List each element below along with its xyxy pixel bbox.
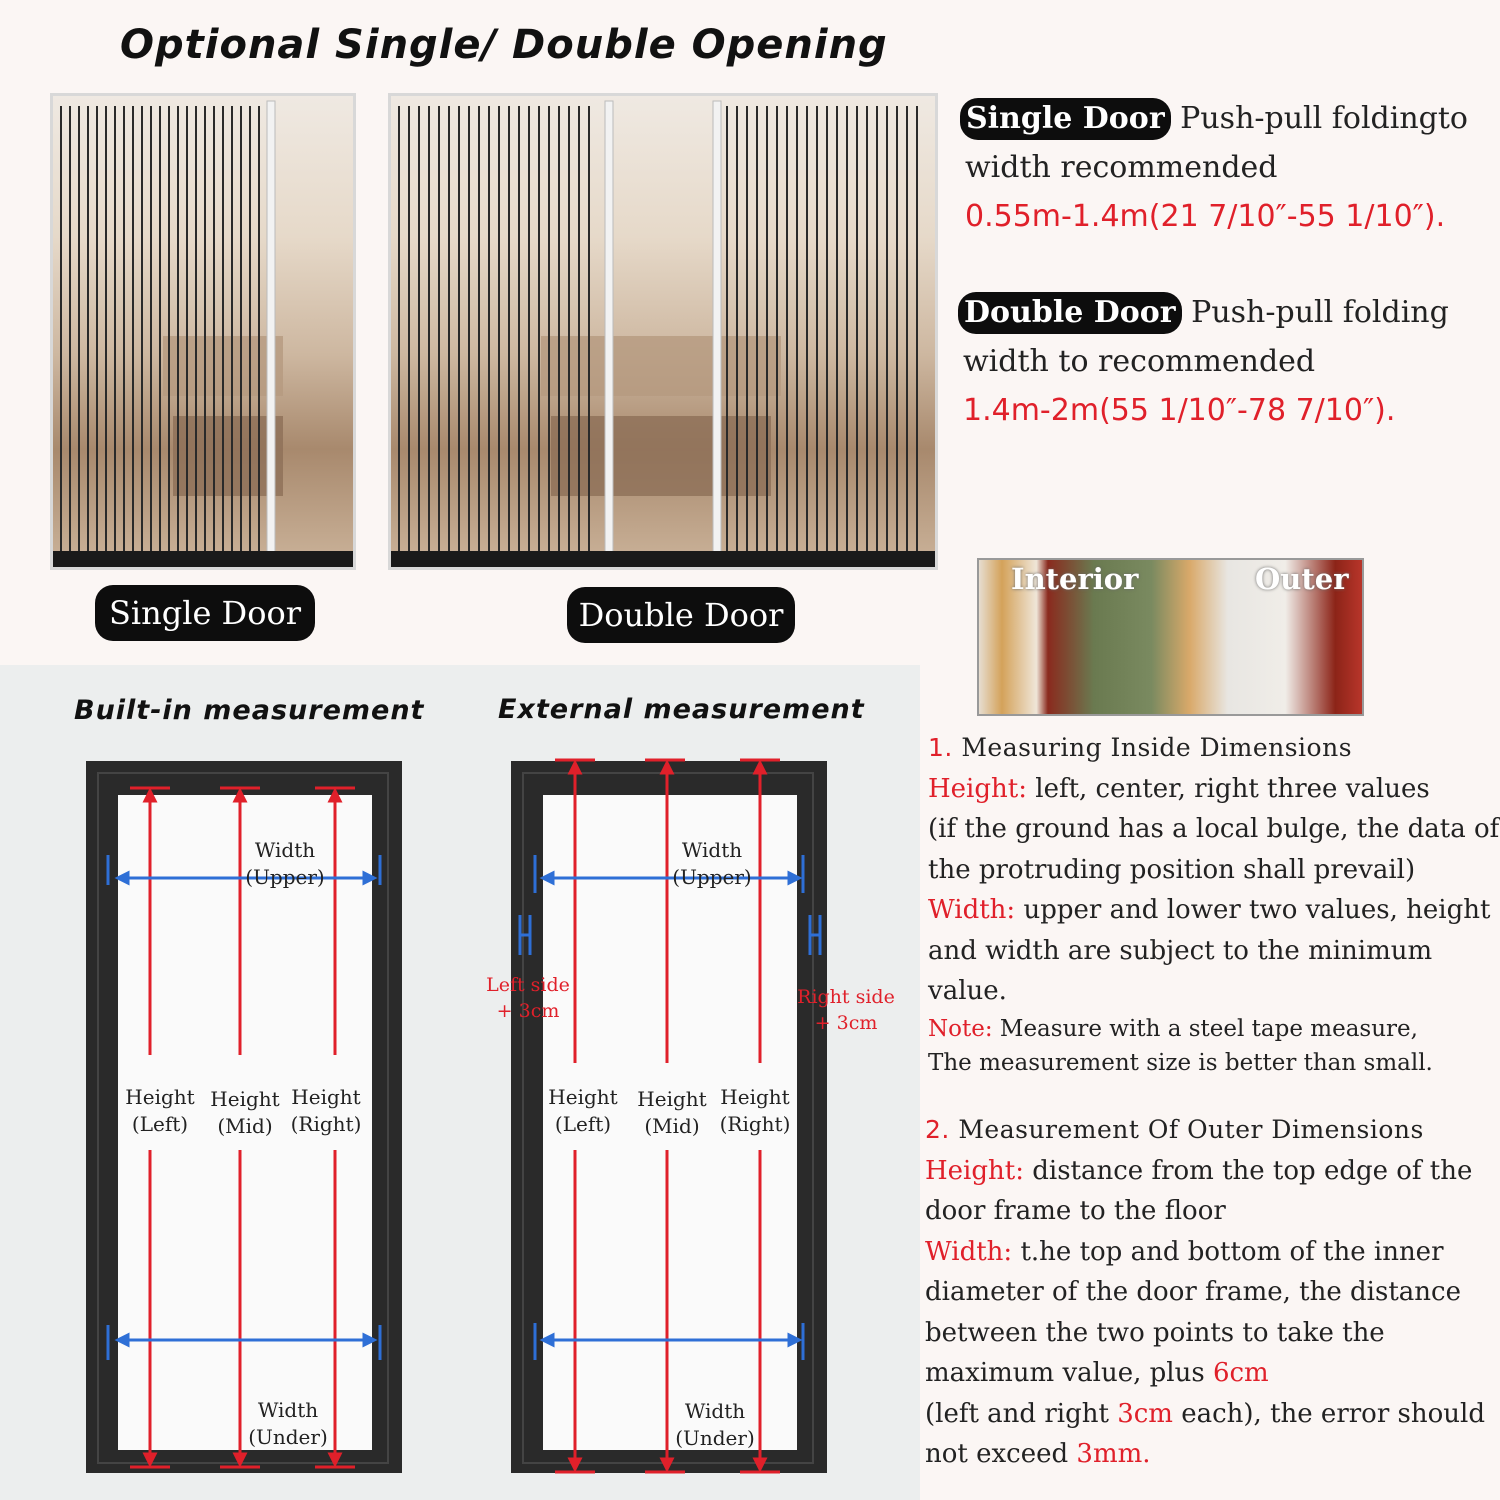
outer-dimensions-instructions — [925, 1110, 1497, 1475]
outer-label: Outer — [1255, 562, 1349, 596]
s2-width-text5b: 3cm — [1117, 1398, 1173, 1429]
builtin-height-left: Height (Left) — [125, 1085, 195, 1136]
s2-height-text1: distance from the top edge of the — [1032, 1155, 1473, 1186]
external-width-under: Width (Under) — [675, 1399, 755, 1450]
builtin-measurement-title: Built-in measurement — [74, 695, 425, 726]
section2-heading: Measurement Of Outer Dimensions — [958, 1115, 1424, 1144]
external-height-mid: Height (Mid) — [637, 1087, 707, 1138]
single-spec-line2: width recommended — [965, 150, 1278, 185]
builtin-width-upper: Width (Upper) — [245, 838, 325, 889]
s1-note-text2: The measurement size is better than small. — [928, 1049, 1433, 1076]
section2-number: 2. — [925, 1115, 950, 1144]
s2-width-key: Width: — [925, 1236, 1013, 1267]
double-door-badge: Double Door — [958, 292, 1182, 334]
right-side-label: Right side + 3cm — [797, 986, 895, 1034]
section1-heading: Measuring Inside Dimensions — [961, 733, 1353, 762]
section1-number: 1. — [928, 733, 953, 762]
s2-width-text5a: (left and right — [925, 1398, 1118, 1429]
s2-width-text6b: 3mm. — [1076, 1439, 1151, 1469]
inside-dimensions-instructions — [928, 728, 1500, 1080]
s2-height-key: Height: — [925, 1155, 1024, 1186]
s1-height-note2: the protruding position shall prevail) — [928, 854, 1416, 885]
single-door-spec — [960, 94, 1480, 241]
left-side-label: Left side + 3cm — [486, 974, 570, 1022]
s1-width-text2: and width are subject to the minimum — [928, 935, 1433, 966]
s1-height-key: Height: — [928, 773, 1027, 804]
external-width-upper: Width (Upper) — [672, 838, 752, 889]
page-title: Optional Single/ Double Opening — [120, 22, 888, 68]
s2-width-text5c: each), the error should — [1172, 1398, 1485, 1429]
s2-width-text4b: 6cm — [1212, 1358, 1269, 1388]
s1-height-text: left, center, right three values — [1035, 773, 1430, 804]
pleated-screen-single — [53, 96, 353, 567]
double-spec-line2: width to recommended — [963, 344, 1316, 379]
interior-label: Interior — [1011, 562, 1139, 596]
s2-height-text2: door frame to the floor — [925, 1196, 1226, 1226]
external-height-left: Height (Left) — [548, 1085, 618, 1136]
double-spec-line1: Push-pull folding — [1191, 295, 1449, 330]
builtin-width-under: Width (Under) — [248, 1398, 328, 1449]
pleated-screen-double — [391, 96, 935, 567]
s1-width-text1: upper and lower two values, height — [1023, 895, 1491, 925]
s2-width-text4a: maximum value, plus — [925, 1358, 1213, 1388]
single-door-photo — [50, 93, 356, 570]
installation-photo — [977, 558, 1364, 716]
single-door-badge: Single Door — [960, 98, 1171, 140]
s2-width-text6a: not exceed — [925, 1439, 1077, 1469]
single-door-label: Single Door — [95, 585, 315, 641]
builtin-height-right: Height (Right) — [290, 1085, 362, 1136]
s1-height-note1: (if the ground has a local bulge, the data of — [928, 814, 1500, 844]
double-door-photo — [388, 93, 938, 570]
single-spec-range: 0.55m-1.4m(21 7/10″-55 1/10″). — [965, 199, 1446, 234]
s2-width-text1: t.he top and bottom of the inner — [1020, 1236, 1444, 1267]
s1-width-text3: value. — [928, 976, 1007, 1006]
external-measurement-title: External measurement — [498, 694, 865, 725]
s2-width-text2: diameter of the door frame, the distance — [925, 1277, 1461, 1307]
double-spec-range: 1.4m-2m(55 1/10″-78 7/10″). — [963, 393, 1396, 428]
s1-note-text1: Measure with a steel tape measure, — [999, 1015, 1418, 1042]
double-door-label: Double Door — [567, 587, 795, 643]
s1-note-key: Note: — [928, 1015, 993, 1042]
double-door-spec — [958, 288, 1478, 435]
single-spec-line1: Push-pull foldingto — [1180, 101, 1468, 136]
builtin-height-mid: Height (Mid) — [210, 1087, 280, 1138]
s1-width-key: Width: — [928, 895, 1016, 925]
external-height-right: Height (Right) — [719, 1085, 791, 1136]
s2-width-text3: between the two points to take the — [925, 1317, 1385, 1348]
